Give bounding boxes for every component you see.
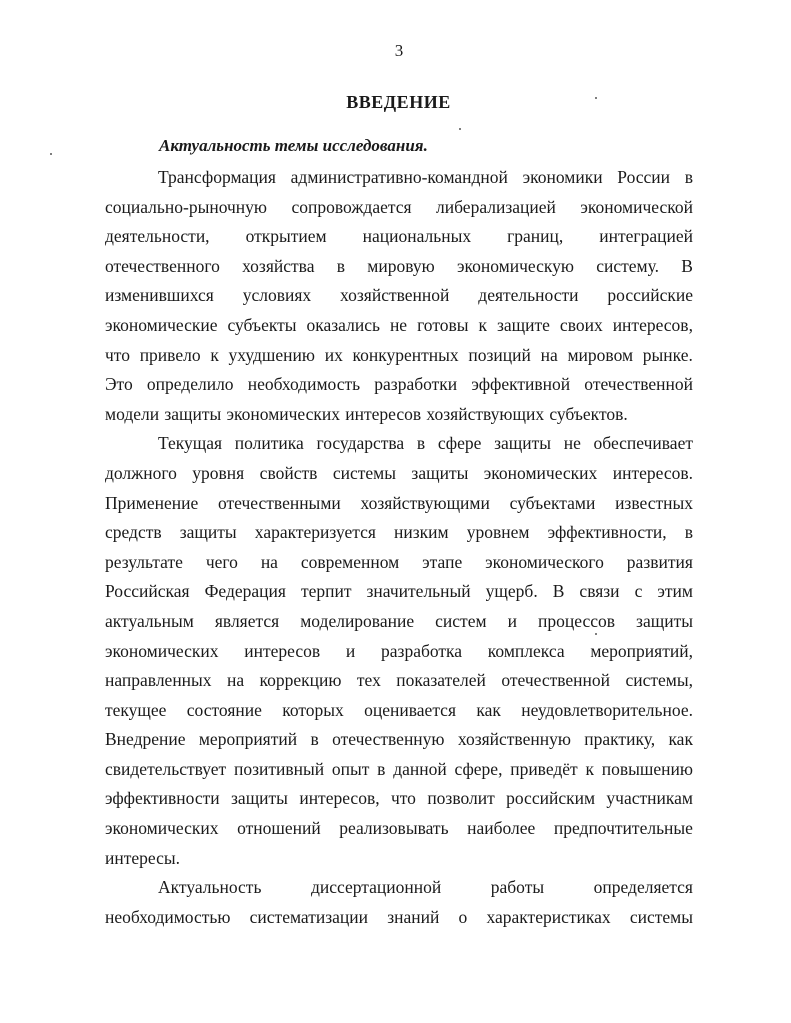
- word: Федерация: [204, 581, 286, 602]
- text-line: [105, 844, 693, 874]
- text-line: [105, 400, 693, 430]
- word: изменившихся: [105, 285, 214, 306]
- word: экономической: [580, 196, 693, 217]
- scan-speck: [595, 97, 597, 99]
- text-line: [105, 281, 693, 311]
- word: как: [668, 729, 693, 750]
- word: границ,: [507, 226, 564, 247]
- word: этим: [657, 581, 693, 602]
- word: Российская: [105, 581, 190, 602]
- word: защиты: [411, 462, 469, 483]
- scan-speck: [459, 128, 461, 130]
- word: эффективности,: [547, 522, 667, 543]
- word: интеграцией: [599, 226, 693, 247]
- word: интересов,: [299, 788, 380, 809]
- word: конкурентных: [352, 344, 459, 365]
- word: Внедрение: [105, 729, 186, 750]
- word: систем: [435, 610, 487, 631]
- word: защиты: [494, 433, 552, 454]
- word: хозяйствующими: [360, 492, 490, 513]
- word: хозяйственной: [340, 285, 450, 306]
- word: политика: [234, 433, 304, 454]
- word: отечественной: [584, 374, 693, 395]
- word: и: [345, 640, 356, 661]
- text-line: [105, 903, 693, 933]
- word: предпочтительные: [553, 818, 693, 839]
- word: России: [617, 167, 671, 187]
- word: не: [563, 433, 581, 454]
- word: приведёт: [510, 758, 578, 779]
- word: российские: [607, 285, 693, 306]
- word: не: [389, 314, 408, 335]
- word: в: [684, 167, 693, 187]
- word: открытием: [245, 226, 327, 247]
- word: уровня: [192, 462, 245, 483]
- text-line: [105, 163, 693, 193]
- word: защиты: [231, 788, 288, 809]
- word: к: [478, 314, 488, 335]
- word: национальных: [362, 226, 472, 247]
- word: отношений: [237, 818, 321, 839]
- word: в: [336, 255, 346, 276]
- text-line: [105, 489, 693, 519]
- word: российским: [506, 788, 596, 809]
- word: субъектами: [509, 492, 596, 513]
- text-line: [105, 784, 693, 814]
- word: развития: [626, 551, 693, 572]
- word: оказались: [306, 314, 380, 335]
- word: знаний: [387, 906, 440, 927]
- word: Применение: [105, 492, 199, 513]
- word: отечественную: [332, 729, 445, 750]
- word: своих: [559, 314, 603, 335]
- word: связи: [579, 581, 620, 602]
- word: что: [105, 344, 130, 365]
- word: тех: [356, 670, 381, 691]
- word: субъекты: [227, 314, 297, 335]
- word: системы: [332, 462, 396, 483]
- word: их: [324, 344, 343, 365]
- word: хозяйствующих: [426, 403, 545, 424]
- word: определяется: [593, 877, 693, 898]
- word: Текущая: [158, 433, 223, 454]
- word: экономических: [105, 640, 219, 661]
- word: позитивный: [233, 758, 325, 779]
- word: отечественными: [217, 492, 341, 513]
- word: свидетельствует: [105, 758, 227, 779]
- word: в: [684, 522, 693, 543]
- text-line: [105, 814, 693, 844]
- word: экономики: [522, 167, 603, 187]
- section-subheading: Актуальность темы исследования.: [159, 136, 428, 155]
- word: разработки: [374, 374, 458, 395]
- word: обеспечивает: [593, 433, 693, 454]
- word: мировую: [367, 255, 435, 276]
- word: показателей: [396, 670, 486, 691]
- word: должного: [105, 462, 177, 483]
- word: позволит: [427, 788, 495, 809]
- word: готовы: [417, 314, 469, 335]
- page-number: 3: [394, 41, 404, 60]
- scan-speck: [595, 633, 597, 635]
- word: привело: [139, 344, 201, 365]
- word: свойств: [259, 462, 318, 483]
- word: современном: [300, 551, 400, 572]
- word: характеристиках: [486, 906, 611, 927]
- word: текущее: [105, 699, 167, 720]
- text-line: [105, 252, 693, 282]
- word: интересов,: [612, 314, 693, 335]
- word: защиты: [164, 403, 222, 424]
- word: направленных: [105, 670, 212, 691]
- word: значительный: [366, 581, 471, 602]
- word: субъектов.: [549, 403, 628, 424]
- word: экономические: [105, 314, 218, 335]
- word: социально-рыночную: [105, 196, 267, 217]
- text-line: [105, 548, 693, 578]
- word: мировом: [567, 344, 634, 365]
- word: повышению: [601, 758, 693, 779]
- text-line: [105, 755, 693, 785]
- word: рынке.: [642, 344, 693, 365]
- word: неудовлетворительное.: [521, 699, 693, 720]
- word: реализовывать: [339, 818, 449, 839]
- word: Актуальность: [158, 877, 262, 898]
- text-line: [105, 459, 693, 489]
- word: моделирование: [300, 610, 415, 631]
- word: работы: [490, 877, 545, 898]
- word: комплекса: [487, 640, 565, 661]
- word: уровнем: [466, 522, 530, 543]
- word: интересов: [244, 640, 321, 661]
- word: чего: [205, 551, 238, 572]
- word: на: [260, 551, 278, 572]
- word: условиях: [242, 285, 312, 306]
- word: мероприятий: [198, 729, 298, 750]
- word: сфере: [437, 433, 482, 454]
- word: ущерб.: [485, 581, 538, 602]
- word: как: [476, 699, 501, 720]
- word: ухудшению: [228, 344, 315, 365]
- word: эффективной: [471, 374, 571, 395]
- page-title: ВВЕДЕНИЕ: [346, 92, 451, 112]
- word: наиболее: [467, 818, 536, 839]
- word: либерализацией: [436, 196, 556, 217]
- word: экономических: [105, 818, 219, 839]
- word: системы: [629, 906, 693, 927]
- scan-speck: [50, 153, 52, 155]
- text-line: [105, 725, 693, 755]
- word: актуальным: [105, 610, 194, 631]
- word: необходимостью: [105, 906, 231, 927]
- word: этапе: [422, 551, 463, 572]
- text-line: [105, 311, 693, 341]
- word: определило: [146, 374, 234, 395]
- word: на: [540, 344, 558, 365]
- word: хозяйства: [242, 255, 315, 276]
- word: данной: [393, 758, 447, 779]
- word: систему.: [596, 255, 659, 276]
- word: средств: [105, 522, 162, 543]
- word: на: [226, 670, 245, 691]
- text-line: [105, 518, 693, 548]
- text-line: [105, 193, 693, 223]
- word: что: [390, 788, 416, 809]
- word: которых: [282, 699, 344, 720]
- word: отечественной: [501, 670, 611, 691]
- word: сфере,: [454, 758, 503, 779]
- word: терпит: [300, 581, 352, 602]
- word: в: [416, 433, 426, 454]
- word: В: [681, 255, 693, 276]
- body-text: [105, 163, 693, 932]
- word: опыт: [331, 758, 370, 779]
- word: административно-командной: [290, 167, 508, 187]
- word: процессов: [538, 610, 615, 631]
- word: разработка: [381, 640, 463, 661]
- word: мероприятий,: [590, 640, 693, 661]
- word: участникам: [606, 788, 693, 809]
- word: интересов.: [612, 462, 693, 483]
- word: сопровождается: [291, 196, 412, 217]
- word: характеризуется: [254, 522, 376, 543]
- text-line: [105, 637, 693, 667]
- word: модели: [105, 403, 160, 424]
- word: практику,: [584, 729, 656, 750]
- word: экономических: [226, 403, 341, 424]
- word: Это: [105, 374, 133, 395]
- text-line: [105, 370, 693, 400]
- word: экономическую: [456, 255, 574, 276]
- word: с: [634, 581, 643, 602]
- word: Трансформация: [158, 167, 276, 187]
- word: диссертационной: [310, 877, 442, 898]
- word: интересов: [345, 403, 422, 424]
- text-line: [105, 429, 693, 459]
- word: коррекцию: [259, 670, 342, 691]
- word: системы,: [625, 670, 693, 691]
- word: отечественного: [105, 255, 220, 276]
- word: в: [377, 758, 386, 779]
- word: результате: [105, 551, 183, 572]
- word: В: [552, 581, 565, 602]
- word: состояние: [186, 699, 262, 720]
- text-line: [105, 341, 693, 371]
- text-line: [105, 666, 693, 696]
- word: хозяйственную: [457, 729, 571, 750]
- word: и: [507, 610, 517, 631]
- text-line: [105, 873, 693, 903]
- word: позиций: [468, 344, 531, 365]
- word: к: [210, 344, 219, 365]
- word: является: [214, 610, 280, 631]
- word: деятельности: [478, 285, 579, 306]
- word: к: [585, 758, 594, 779]
- word: защиты: [636, 610, 693, 631]
- word: известных: [615, 492, 693, 513]
- word: интересы.: [105, 847, 180, 868]
- word: необходимость: [247, 374, 361, 395]
- text-line: [105, 222, 693, 252]
- word: оценивается: [364, 699, 456, 720]
- text-line: [105, 696, 693, 726]
- word: деятельности,: [105, 226, 210, 247]
- word: государства: [316, 433, 405, 454]
- word: экономического: [485, 551, 604, 572]
- word: эффективности: [105, 788, 220, 809]
- text-line: [105, 577, 693, 607]
- word: защите: [497, 314, 550, 335]
- word: в: [310, 729, 319, 750]
- word: о: [458, 906, 468, 927]
- text-line: [105, 607, 693, 637]
- word: экономических: [483, 462, 598, 483]
- word: защиты: [179, 522, 237, 543]
- word: систематизации: [249, 906, 369, 927]
- word: низким: [394, 522, 449, 543]
